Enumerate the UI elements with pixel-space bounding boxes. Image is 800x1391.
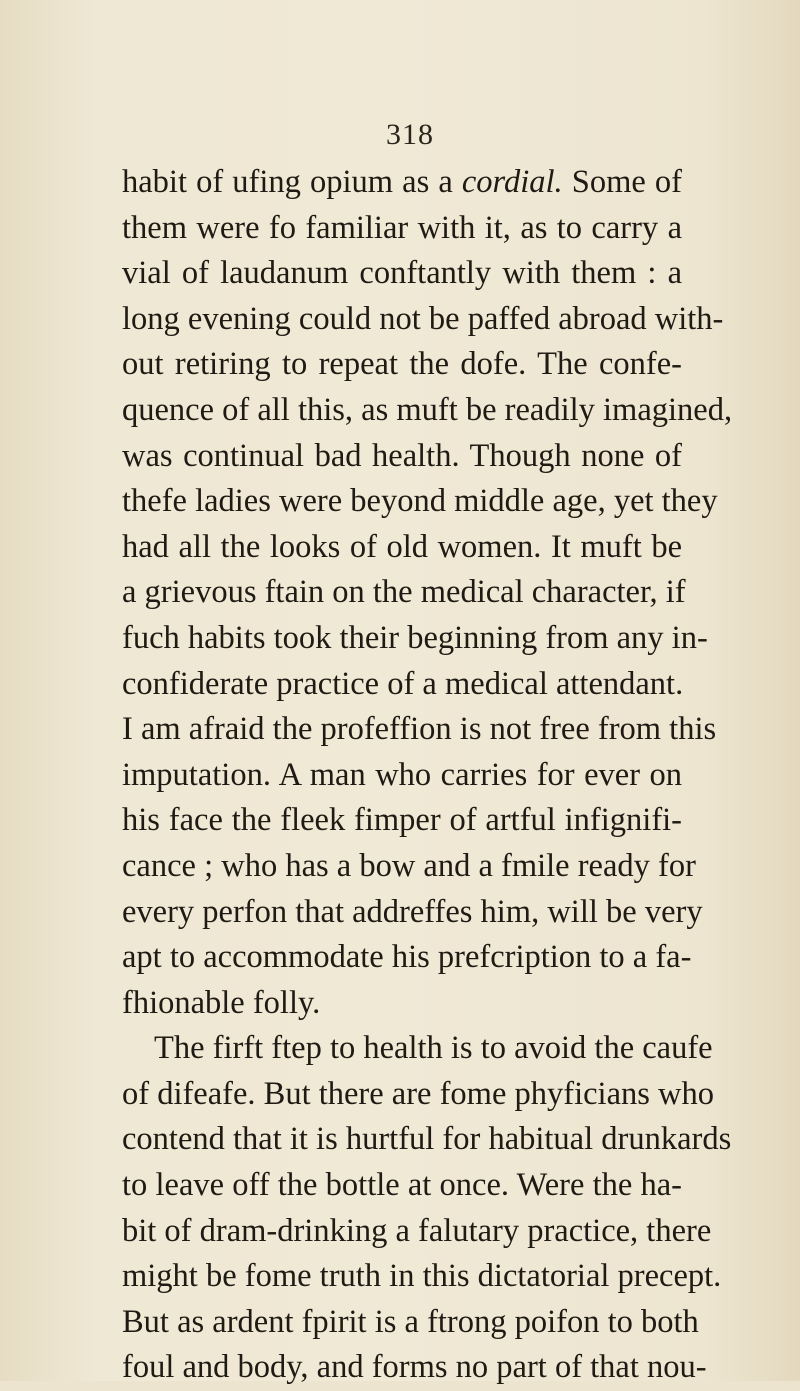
text-line-4: long evening could not be paffed abroad with- — [122, 300, 724, 337]
text-line-8: thefe ladies were beyond middle age, yet they — [122, 483, 718, 520]
body-text — [122, 160, 733, 1391]
text-line-22: contend that it is hurtful for habitual drunkards — [122, 1121, 732, 1158]
text-line-5: out retiring to repeat the dofe. The confe- — [122, 346, 682, 383]
text-line-2: them were fo familiar with it, as to carry a — [122, 209, 682, 246]
text-line-12: confiderate practice of a medical attendant. — [122, 665, 684, 702]
text-line-26: But as ardent fpirit is a ftrong poifon to both — [122, 1303, 699, 1340]
text-line-16: cance ; who has a bow and a fmile ready for — [122, 847, 696, 884]
text-line-25: might be fome truth in this dictatorial precept. — [122, 1258, 722, 1295]
text-line-1: habit of ufing opium as a cordial. Some of — [122, 164, 683, 200]
text-line-24: bit of dram-drinking a falutary practice, there — [122, 1212, 712, 1249]
text-line-14: imputation. A man who carries for ever on — [122, 756, 682, 793]
text-line-9: had all the looks of old women. It muft be — [122, 528, 682, 565]
italic-word-cordial: cordial. — [461, 164, 563, 200]
text-line-18: apt to accommodate his prefcription to a fa- — [122, 939, 692, 976]
text-line-23: to leave off the bottle at once. Were the ha- — [122, 1167, 682, 1204]
text-line-27: foul and body, and forms no part of that nou- — [122, 1349, 707, 1386]
text-line-13: I am afraid the profeffion is not free from this — [122, 711, 717, 748]
text-line-20: The firft ftep to health is to avoid the caufe — [154, 1030, 713, 1067]
text-line-21: of difeafe. But there are fome phyficians who — [122, 1075, 714, 1112]
text-line-15: his face the fleek fimper of artful infignifi- — [122, 802, 682, 839]
text-line-3: vial of laudanum conftantly with them : a — [122, 255, 682, 292]
text-line-10: a grievous ftain on the medical character, if — [122, 574, 686, 611]
text-line-11: fuch habits took their beginning from any in- — [122, 619, 708, 656]
text-line-17: every perfon that addreffes him, will be very — [122, 893, 703, 930]
page-number: 318 — [386, 118, 434, 151]
text-line-7: was continual bad health. Though none of — [122, 437, 682, 474]
text-line-6: quence of all this, as muft be readily imagined, — [122, 391, 733, 428]
text-line-19: fhionable folly. — [122, 984, 321, 1021]
